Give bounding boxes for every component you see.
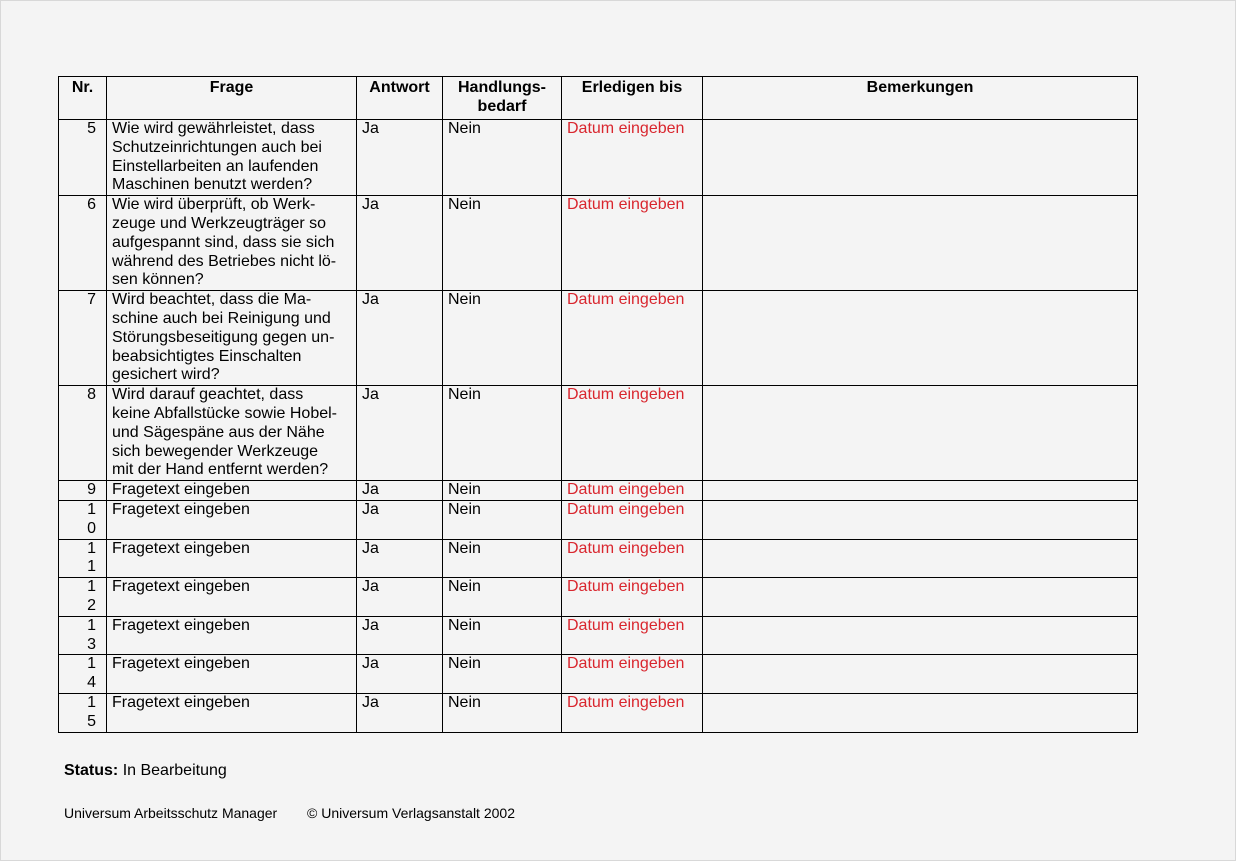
cell-antwort: Ja [357,120,443,196]
cell-bemerkungen[interactable] [703,481,1138,501]
cell-handlungsbedarf: Nein [443,291,562,386]
cell-nr: 1 3 [59,616,107,655]
footer-product: Universum Arbeitsschutz Manager [64,805,278,821]
cell-antwort: Ja [357,291,443,386]
cell-frage[interactable]: Wird darauf geachtet, dass keine Abfallstücke sowie Hobel- und Sägespäne aus der Nähe sich bewegender Werkzeuge mit der Hand entfernt werden? [107,386,357,481]
checklist-table [58,76,1138,733]
cell-handlungsbedarf: Nein [443,196,562,291]
cell-frage[interactable]: Fragetext eingeben [107,616,357,655]
cell-antwort: Ja [357,578,443,617]
table-header-row [59,77,1138,120]
cell-bemerkungen[interactable] [703,196,1138,291]
cell-antwort: Ja [357,386,443,481]
header-antwort: Antwort [357,77,443,120]
cell-nr: 1 5 [59,693,107,732]
table-row [59,481,1138,501]
cell-antwort: Ja [357,616,443,655]
cell-nr: 6 [59,196,107,291]
status-line [64,762,227,780]
cell-frage[interactable]: Wie wird gewährleistet, dass Schutzeinrichtungen auch bei Einstellarbeiten an laufenden Maschinen benutzt werden? [107,120,357,196]
cell-frage[interactable]: Fragetext eingeben [107,539,357,578]
table-row [59,120,1138,196]
header-erledigen-bis: Erledigen bis [562,77,703,120]
table-row [59,693,1138,732]
cell-handlungsbedarf: Nein [443,539,562,578]
cell-bemerkungen[interactable] [703,291,1138,386]
cell-bemerkungen[interactable] [703,578,1138,617]
cell-erledigen-bis[interactable]: Datum eingeben [562,616,703,655]
cell-bemerkungen[interactable] [703,500,1138,539]
cell-erledigen-bis[interactable]: Datum eingeben [562,196,703,291]
table-row [59,539,1138,578]
table-row [59,291,1138,386]
cell-antwort: Ja [357,655,443,694]
table-row [59,500,1138,539]
status-value: In Bearbeitung [122,762,227,779]
cell-nr: 1 0 [59,500,107,539]
cell-nr: 1 1 [59,539,107,578]
cell-antwort: Ja [357,539,443,578]
cell-handlungsbedarf: Nein [443,120,562,196]
cell-frage[interactable]: Fragetext eingeben [107,578,357,617]
table-row [59,655,1138,694]
cell-handlungsbedarf: Nein [443,386,562,481]
cell-frage[interactable]: Fragetext eingeben [107,655,357,694]
cell-bemerkungen[interactable] [703,120,1138,196]
status-label: Status: [64,762,119,779]
table-row [59,386,1138,481]
header-nr: Nr. [59,77,107,120]
cell-erledigen-bis[interactable]: Datum eingeben [562,578,703,617]
cell-antwort: Ja [357,693,443,732]
cell-antwort: Ja [357,481,443,501]
cell-frage[interactable]: Wird beachtet, dass die Ma- schine auch bei Reinigung und Störungsbeseitigung gegen un- beabsichtigtes Einschalten gesichert wird? [107,291,357,386]
cell-bemerkungen[interactable] [703,616,1138,655]
cell-nr: 1 2 [59,578,107,617]
cell-bemerkungen[interactable] [703,655,1138,694]
cell-bemerkungen[interactable] [703,693,1138,732]
cell-nr: 9 [59,481,107,501]
table-row [59,616,1138,655]
table-row [59,578,1138,617]
cell-erledigen-bis[interactable]: Datum eingeben [562,120,703,196]
cell-nr: 8 [59,386,107,481]
table-row [59,196,1138,291]
cell-handlungsbedarf: Nein [443,481,562,501]
cell-erledigen-bis[interactable]: Datum eingeben [562,481,703,501]
cell-frage[interactable]: Fragetext eingeben [107,500,357,539]
cell-handlungsbedarf: Nein [443,693,562,732]
cell-nr: 5 [59,120,107,196]
cell-bemerkungen[interactable] [703,539,1138,578]
cell-erledigen-bis[interactable]: Datum eingeben [562,655,703,694]
cell-antwort: Ja [357,196,443,291]
cell-frage[interactable]: Fragetext eingeben [107,481,357,501]
cell-bemerkungen[interactable] [703,386,1138,481]
cell-erledigen-bis[interactable]: Datum eingeben [562,693,703,732]
cell-frage[interactable]: Fragetext eingeben [107,693,357,732]
footer-copyright: © Universum Verlagsanstalt 2002 [307,805,515,821]
cell-handlungsbedarf: Nein [443,616,562,655]
cell-handlungsbedarf: Nein [443,655,562,694]
cell-nr: 1 4 [59,655,107,694]
header-handlungsbedarf: Handlungs- bedarf [443,77,562,120]
cell-nr: 7 [59,291,107,386]
cell-antwort: Ja [357,500,443,539]
cell-handlungsbedarf: Nein [443,578,562,617]
cell-erledigen-bis[interactable]: Datum eingeben [562,386,703,481]
cell-erledigen-bis[interactable]: Datum eingeben [562,539,703,578]
cell-frage[interactable]: Wie wird überprüft, ob Werk- zeuge und Werkzeugträger so aufgespannt sind, dass sie sich während des Betriebes nicht lö- sen können? [107,196,357,291]
cell-erledigen-bis[interactable]: Datum eingeben [562,291,703,386]
header-frage: Frage [107,77,357,120]
cell-erledigen-bis[interactable]: Datum eingeben [562,500,703,539]
cell-handlungsbedarf: Nein [443,500,562,539]
header-bemerkungen: Bemerkungen [703,77,1138,120]
